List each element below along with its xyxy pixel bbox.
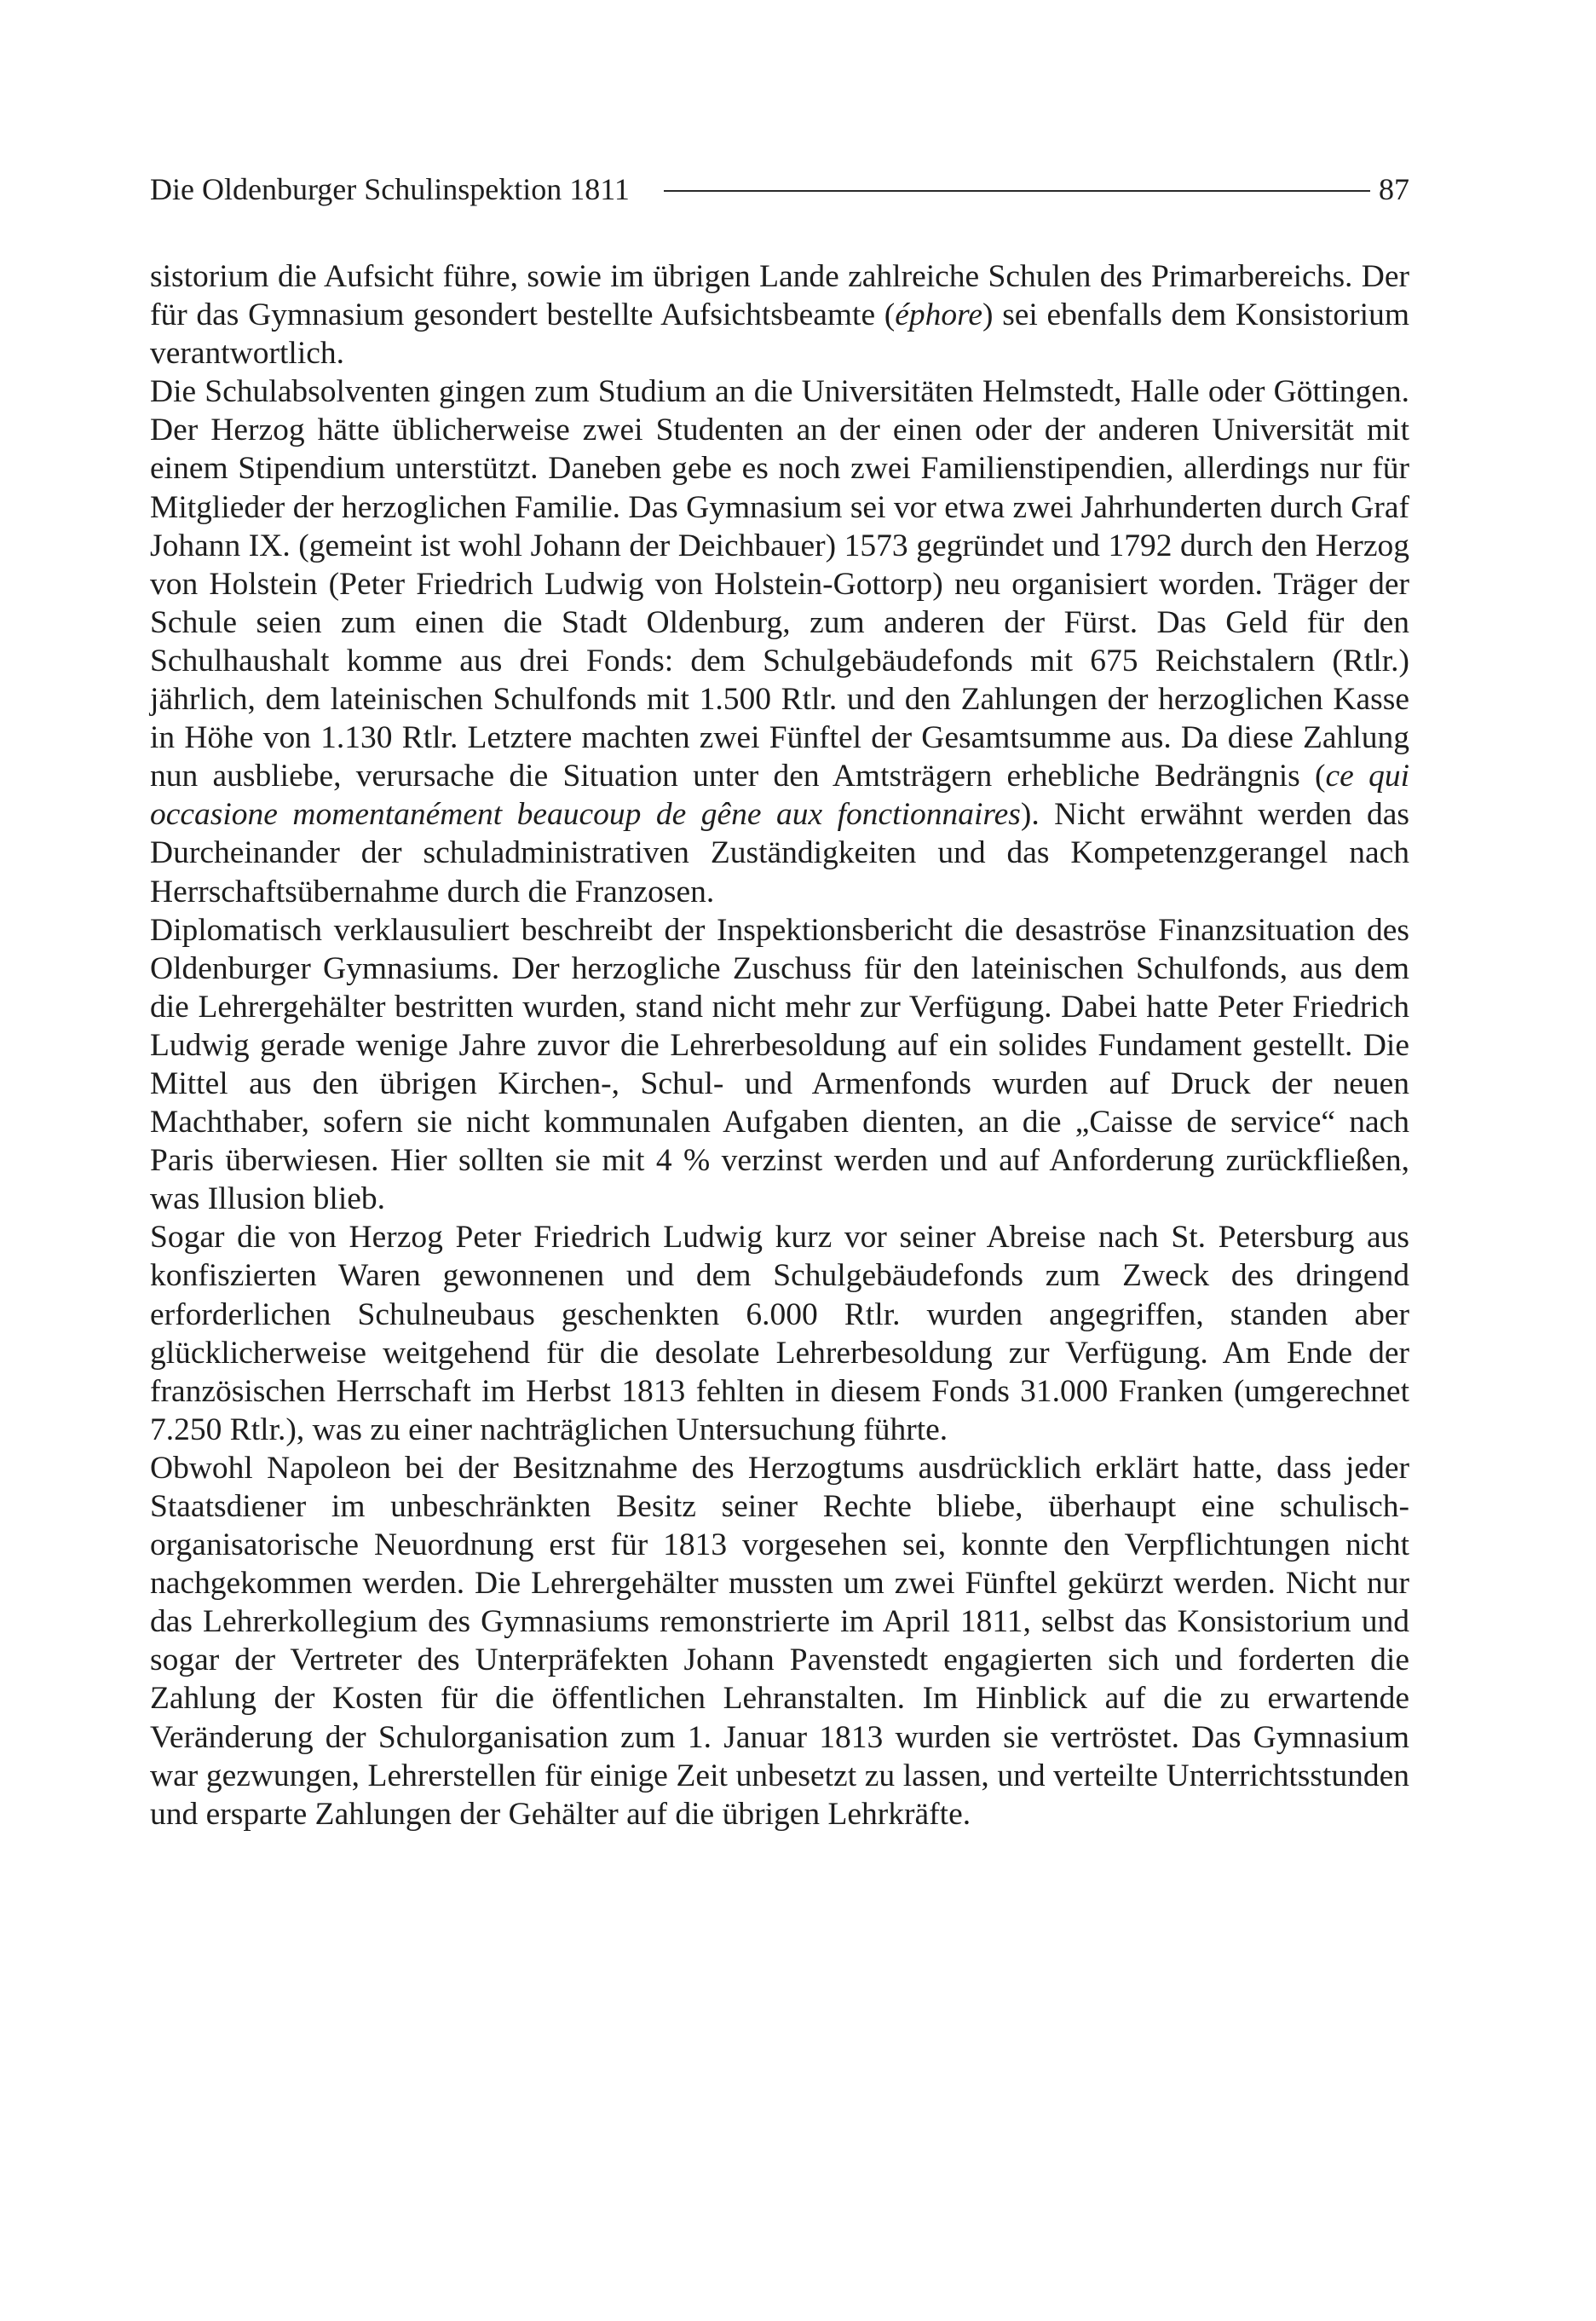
italic-phrase: ce qui occasione momentanément beaucoup de gêne aux fonctionnaires (150, 759, 1409, 833)
paragraph (150, 1218, 1409, 1449)
paragraph (150, 1449, 1409, 1833)
text-run: Die Schulabsolventen gingen zum Studium an die Universitäten Helmstedt, Halle oder Göttingen. Der Herzog hätte üblicherweise zwei Studenten an der einen oder der anderen Universität mit einem Stipendium unterstützt. Daneben gebe es noch zwei Familienstipendien, allerdings nur für Mitglieder der herzoglichen Familie. Das Gymnasium sei vor etwa zwei Jahrhunderten durch Graf Johann IX. (gemeint ist wohl Johann der Deichbauer) 1573 gegründet und 1792 durch den Herzog von Holstein (Peter Friedrich Ludwig von Holstein-Gottorp) neu organisiert worden. Träger der Schule seien zum einen die Stadt Oldenburg, zum anderen der Fürst. Das Geld für den Schulhaushalt komme aus drei Fonds: dem Schulgebäudefonds mit 675 Reichstalern (Rtlr.) jährlich, dem lateinischen Schulfonds mit 1.500 Rtlr. und den Zahlungen der herzoglichen Kasse in Höhe von 1.130 Rtlr. Letztere machten zwei Fünftel der Gesamtsumme aus. Da diese Zahlung nun ausbliebe, verursache die Situation unter den Amtsträgern erhebliche Bedrängnis ( (150, 374, 1409, 794)
italic-phrase: éphore (895, 297, 983, 333)
text-run: Obwohl Napoleon bei der Besitznahme des Herzogtums ausdrücklich erklärt hatte, dass jeder Staatsdiener im unbeschränkten Besitz seiner Rechte bliebe, überhaupt eine schulisch-organisatorische Neuordnung erst für 1813 vorgesehen sei, konnte den Verpflichtungen nicht nachgekommen werden. Die Lehrergehälter mussten um zwei Fünftel gekürzt werden. Nicht nur das Lehrerkollegium des Gymnasiums remonstrierte im April 1811, selbst das Konsistorium und sogar der Vertreter des Unterpräfekten Johann Pavenstedt engagierten sich und forderten die Zahlung der Kosten für die öffentlichen Lehranstalten. Im Hinblick auf die zu erwartende Veränderung der Schulorganisation zum 1. Januar 1813 wurden sie vertröstet. Das Gymnasium war gezwungen, Lehrerstellen für einige Zeit unbesetzt zu lassen, und verteilte Unterrichtsstunden und ersparte Zahlungen der Gehälter auf die übrigen Lehrkräfte. (150, 1450, 1409, 1832)
paragraph (150, 372, 1409, 910)
header-rule (664, 190, 1370, 192)
text-run: Diplomatisch verklausuliert beschreibt der Inspektionsbericht die desaströse Finanzsituation des Oldenburger Gymnasiums. Der herzogliche Zuschuss für den lateinischen Schulfonds, aus dem die Lehrergehälter bestritten wurden, stand nicht mehr zur Verfügung. Dabei hatte Peter Friedrich Ludwig gerade wenige Jahre zuvor die Lehrerbesoldung auf ein solides Fundament gestellt. Die Mittel aus den übrigen Kirchen-, Schul- und Armenfonds wurden auf Druck der neuen Machthaber, sofern sie nicht kommunalen Aufgaben dienten, an die „Caisse de service“ nach Paris überwiesen. Hier sollten sie mit 4 % verzinst werden und auf Anforderung zurückfließen, was Illusion blieb. (150, 912, 1409, 1217)
text-run: sistorium die Aufsicht führe, sowie im übrigen Lande zahlreiche Schulen des Primarbereichs. Der für das Gymnasium gesondert bestellte Aufsichtsbeamte ( (150, 259, 1409, 333)
text-run: ) sei ebenfalls dem Konsistorium verantwortlich. (150, 297, 1409, 372)
paragraph (150, 257, 1409, 372)
running-title: Die Oldenburger Schulinspektion 1811 (150, 172, 630, 206)
text-run: Sogar die von Herzog Peter Friedrich Ludwig kurz vor seiner Abreise nach St. Petersburg aus konfiszierten Waren gewonnenen und dem Schulgebäudefonds zum Zweck des dringend erforderlichen Schulneubaus geschenkten 6.000 Rtlr. wurden angegriffen, standen aber glücklicherweise weitgehend für die desolate Lehrerbesoldung zur Verfügung. Am Ende der französischen Herrschaft im Herbst 1813 fehlten in diesem Fonds 31.000 Franken (umgerechnet 7.250 Rtlr.), was zu einer nachträglichen Untersuchung führte. (150, 1220, 1409, 1447)
running-header (150, 167, 1409, 211)
text-run: ). Nicht erwähnt werden das Durcheinander der schuladministrativen Zuständigkeiten und das Kompetenzgerangel nach Herrschaftsübernahme durch die Franzosen. (150, 797, 1409, 909)
paragraph (150, 911, 1409, 1219)
page-number: 87 (1379, 172, 1409, 206)
body-text (150, 257, 1409, 1833)
